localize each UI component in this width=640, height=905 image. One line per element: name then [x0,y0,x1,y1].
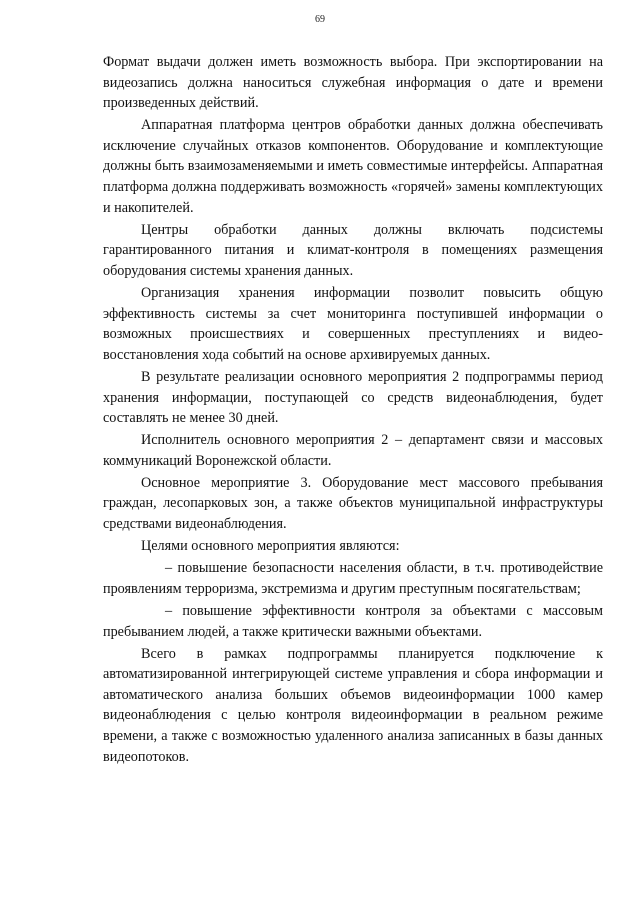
page-number: 69 [315,14,325,25]
paragraph-output-format: Формат выдачи должен иметь возможность выбора. При экспортировании на видеозапись должна наноситься служебная информация о дате и времени произведенных действий. [103,54,603,112]
paragraph-hardware-platform: Аппаратная платформа центров обработки данных должна обеспечивать исключение случайных отказов компонентов. Оборудование и комплектующие должны быть взаимозаменяемыми и иметь совместимые интерфейсы. Аппаратная платформа должна поддерживать возможность «горячей» замены комплектующих и накопителей. [103,117,603,216]
document-body [103,52,603,769]
paragraph-storage-organization: Организация хранения информации позволит повысить общую эффективность системы за счет мониторинга поступившей информации о возможных происшествиях и совершенных преступлениях и видео-восстановления хода событий на основе архивируемых данных. [103,285,603,363]
paragraph-main-activity-3: Основное мероприятие 3. Оборудование мест массового пребывания граждан, лесопарковых зон, а также объектов муниципальной инфраструктуры средствами видеонаблюдения. [103,474,603,533]
paragraph-executor: Исполнитель основного мероприятия 2 – департамент связи и массовых коммуникаций Воронежской области. [103,432,603,469]
paragraph-goal-safety: – повышение безопасности населения области, в т.ч. противодействие проявлениям терроризма, экстремизма и другим преступным посягательствам; [103,560,603,597]
paragraph-retention-period: В результате реализации основного мероприятия 2 подпрограммы период хранения информации, поступающей со средств видеонаблюдения, будет составлять не менее 30 дней. [103,368,603,427]
paragraph-goals-heading: Целями основного мероприятия являются: [141,538,400,555]
paragraph-goal-control: – повышение эффективности контроля за объектами с массовым пребыванием людей, а также критически важными объектами. [103,602,603,640]
paragraph-cameras-total: Всего в рамках подпрограммы планируется подключение к автоматизированной интегрирующей системе управления и сбора информации и автоматического анализа больших объемов видеоинформации 1000 камер видеонаблюдения с целью контроля видеоинформации в реальном режиме времени, а также с возможностью удаленного анализа записанных в базы данных видеопотоков. [103,645,603,765]
paragraph-data-centers: Центры обработки данных должны включать подсистемы гарантированного питания и климат-контроля в помещениях размещения оборудования системы хранения данных. [103,221,603,279]
